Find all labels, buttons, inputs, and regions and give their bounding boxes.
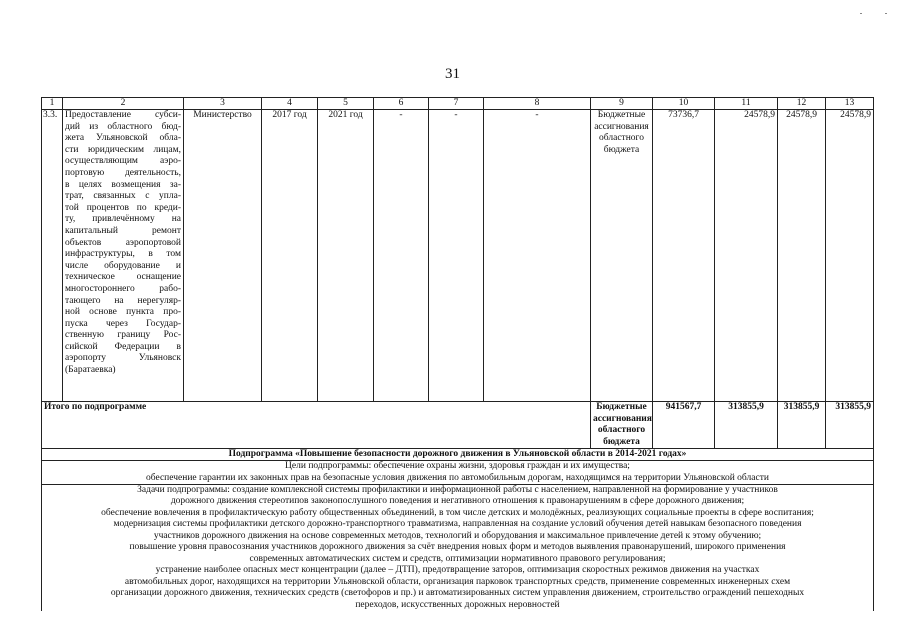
tasks-line: участников дорожного движения на основе современных методов, технологий и оборудования и максимальное привлечение детей к этому обучению; xyxy=(153,530,762,541)
subtotal-row xyxy=(42,402,874,449)
description-line: той процентов по креди- xyxy=(65,202,181,213)
funding-source-cell: Бюджетные ассигнования областного бюджета xyxy=(591,110,653,402)
column-header: 4 xyxy=(262,98,318,110)
subprogram-title: Подпрограмма «Повышение безопасности дорожного движения в Ульяновской области в 2014-2021 годах» xyxy=(42,449,874,461)
tasks-line: устранение наиболее опасных мест концентрации (далее – ДТП), предотвращение заторов, оптимизация скоростных режимов движения на участках xyxy=(155,565,760,576)
page-number: 31 xyxy=(445,66,460,82)
total-amount-cell: 73736,7 xyxy=(653,110,715,402)
description-line: техническое оснащение xyxy=(65,272,181,283)
tasks-line: переходов, искусственных дорожных неровностей xyxy=(355,599,560,610)
description-line: сийской Федерации в xyxy=(65,341,181,352)
description-line: сти юридическим лицам, xyxy=(65,144,181,155)
column-header: 1 xyxy=(42,98,63,110)
column-header: 3 xyxy=(184,98,262,110)
year-amount-cell: 24578,9 xyxy=(778,110,826,402)
column-8-cell: - xyxy=(484,110,591,402)
budget-table xyxy=(41,97,874,611)
tasks-line: повышение уровня правосознания участников дорожного движения за счёт внедрения новых форм и методов выявления правонарушений, широкого применения xyxy=(129,542,786,553)
description-line: жета Ульяновской обла- xyxy=(65,133,181,144)
description-line: Предоставление субси- xyxy=(65,110,181,120)
column-header: 7 xyxy=(429,98,484,110)
description-line: многостороннего рабо- xyxy=(65,283,181,294)
tasks-line: Задачи подпрограммы: создание комплексной системы профилактики и информационной работы с населением, направленной на формирование у участников xyxy=(137,484,778,495)
subprogram-tasks-row xyxy=(42,484,874,611)
description-line: тающего на нерегуляр- xyxy=(65,295,181,306)
description-line: пуска через Государ- xyxy=(65,318,181,329)
tasks-line: дорожного движения стереотипов законопослушного поведения и негативного отношения к правонарушениям в сфере дорожного движения; xyxy=(170,496,745,507)
start-year-cell: 2017 год xyxy=(262,110,318,402)
description-line: трат, связанных с упла- xyxy=(65,191,181,202)
description-line: ственную границу Рос- xyxy=(65,330,181,341)
subprogram-tasks xyxy=(42,484,874,611)
description-line: объектов аэропортовой xyxy=(65,237,181,248)
description-line: (Баратаевка) xyxy=(65,365,116,376)
description-line: ной основе пункта про- xyxy=(65,307,181,318)
end-year-cell: 2021 год xyxy=(318,110,374,402)
tasks-line: организации дорожного движения, технических средств (светофоров и пр.) и автоматизированных систем управления движением, строительство ограждений пешеходных xyxy=(110,588,805,599)
column-header: 10 xyxy=(653,98,715,110)
subprogram-goals-row xyxy=(42,461,874,484)
column-header: 8 xyxy=(484,98,591,110)
measure-description xyxy=(63,110,184,402)
tasks-line: обеспечение вовлечения в профилактическую работу общественных объединений, в том числе детских и молодёжных, реализующих социальные проекты в сфере воспитания; xyxy=(101,507,814,518)
description-line: числе оборудование и xyxy=(65,260,181,271)
subtotal-year-amount: 313855,9 xyxy=(826,402,874,449)
column-header: 5 xyxy=(318,98,374,110)
description-line: в целях возмещения за- xyxy=(65,179,181,190)
column-number-row xyxy=(42,98,874,110)
description-line: дий из областного бюд- xyxy=(65,121,181,132)
tasks-line: модернизация системы профилактики детского дорожно-транспортного травматизма, направленная на создание условий обучения детей навыкам безопасного поведения xyxy=(113,519,802,530)
column-header: 2 xyxy=(63,98,184,110)
row-number: 3.3. xyxy=(42,110,63,402)
goals-line: Цели подпрограммы: обеспечение охраны жизни, здоровья граждан и их имущества; xyxy=(285,461,630,472)
scan-speck xyxy=(885,13,887,14)
subtotal-total-amount: 941567,7 xyxy=(653,402,715,449)
executor-cell: Министерство xyxy=(184,110,262,402)
description-line: ту, привлечённому на xyxy=(65,214,181,225)
subtotal-year-amount: 313855,9 xyxy=(715,402,778,449)
description-line: аэропорту Ульяновск xyxy=(65,353,181,364)
description-line: капитальный ремонт xyxy=(65,225,181,236)
subtotal-funding-source: Бюджетные ассигнования областного бюджета xyxy=(591,402,653,449)
description-line: инфраструктуры, в том xyxy=(65,249,181,260)
tasks-line: автомобильных дорог, находящихся на территории Ульяновской области, организация парковок транспортных средств, применение современных инженерных схем xyxy=(124,576,791,587)
year-amount-cell: 24578,9 xyxy=(715,110,778,402)
tasks-line: современных автоматических систем и средств, оптимизации нормативного правового регулирования; xyxy=(249,553,666,564)
scan-speck xyxy=(860,13,862,14)
column-header: 9 xyxy=(591,98,653,110)
column-header: 6 xyxy=(374,98,429,110)
subprogram-title-row xyxy=(42,449,874,461)
description-line: осуществляющим аэро- xyxy=(65,156,181,167)
column-7-cell: - xyxy=(429,110,484,402)
subtotal-year-amount: 313855,9 xyxy=(778,402,826,449)
subprogram-goals xyxy=(42,461,874,484)
column-6-cell: - xyxy=(374,110,429,402)
year-amount-cell: 24578,9 xyxy=(826,110,874,402)
table-row-3-3 xyxy=(42,110,874,402)
description-line: портовую деятельность, xyxy=(65,167,181,178)
subtotal-label: Итого по подпрограмме xyxy=(42,402,591,449)
column-header: 12 xyxy=(778,98,826,110)
goals-line: обеспечение гарантии их законных прав на безопасные условия движения по автомобильным дорогам, находящимся на территории Ульяновской области xyxy=(146,472,769,483)
column-header: 13 xyxy=(826,98,874,110)
column-header: 11 xyxy=(715,98,778,110)
